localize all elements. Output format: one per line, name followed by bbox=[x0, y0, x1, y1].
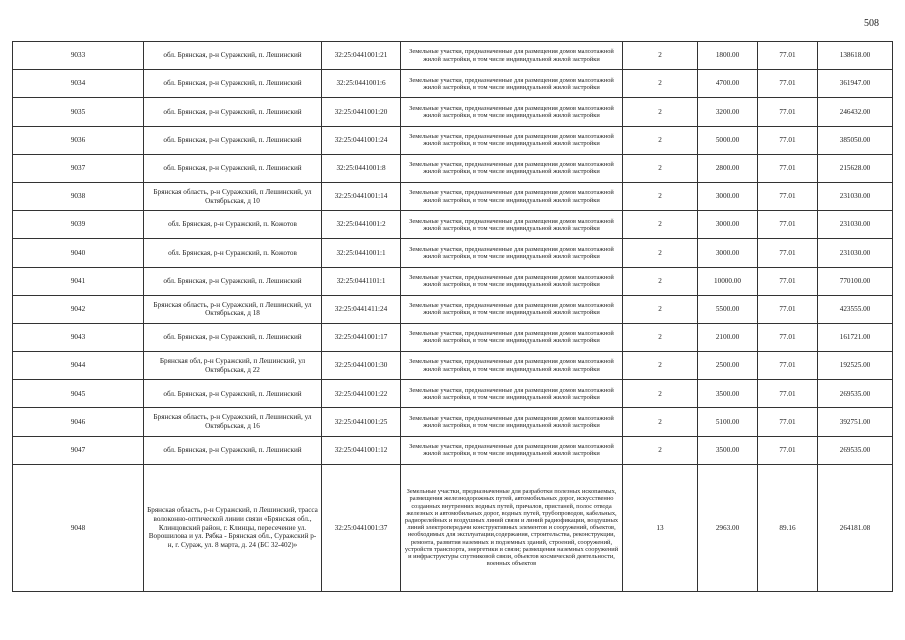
row-number-cell: 9044 bbox=[13, 352, 144, 380]
group-code-cell: 2 bbox=[623, 267, 698, 295]
row-number-cell: 9035 bbox=[13, 98, 144, 126]
table-row bbox=[13, 380, 893, 408]
group-code-cell: 2 bbox=[623, 154, 698, 182]
specific-value-cell: 77.01 bbox=[758, 267, 818, 295]
group-code-cell: 2 bbox=[623, 42, 698, 70]
group-code-cell: 2 bbox=[623, 380, 698, 408]
cadastral-number-cell: 32:25:0441001:1 bbox=[322, 239, 401, 267]
cadastral-value-table bbox=[12, 41, 893, 592]
row-number-cell: 9048 bbox=[13, 464, 144, 591]
permitted-use-cell: Земельные участки, предназначенные для размещения домов малоэтажной жилой застройки, в том числе индивидуальной жилой застройки bbox=[401, 408, 623, 436]
table-row bbox=[13, 98, 893, 126]
specific-value-cell: 77.01 bbox=[758, 295, 818, 323]
area-cell: 3000.00 bbox=[698, 182, 758, 210]
cadastral-value-cell: 231030.00 bbox=[818, 182, 893, 210]
specific-value-cell: 77.01 bbox=[758, 380, 818, 408]
table-row bbox=[13, 436, 893, 464]
specific-value-cell: 77.01 bbox=[758, 42, 818, 70]
area-cell: 3200.00 bbox=[698, 98, 758, 126]
specific-value-cell: 77.01 bbox=[758, 98, 818, 126]
table-row bbox=[13, 126, 893, 154]
row-number-cell: 9036 bbox=[13, 126, 144, 154]
area-cell: 2963.00 bbox=[698, 464, 758, 591]
cadastral-number-cell: 32:25:0441101:1 bbox=[322, 267, 401, 295]
area-cell: 3500.00 bbox=[698, 436, 758, 464]
area-cell: 2800.00 bbox=[698, 154, 758, 182]
specific-value-cell: 77.01 bbox=[758, 70, 818, 98]
permitted-use-cell: Земельные участки, предназначенные для размещения домов малоэтажной жилой застройки, в том числе индивидуальной жилой застройки bbox=[401, 70, 623, 98]
address-cell: обл. Брянская, р-н Суражский, п. Лешинский bbox=[144, 98, 322, 126]
row-number-cell: 9040 bbox=[13, 239, 144, 267]
cadastral-value-cell: 770100.00 bbox=[818, 267, 893, 295]
permitted-use-cell: Земельные участки, предназначенные для размещения домов малоэтажной жилой застройки, в том числе индивидуальной жилой застройки bbox=[401, 380, 623, 408]
address-cell: обл. Брянская, р-н Суражский, п. Лешинский bbox=[144, 267, 322, 295]
cadastral-number-cell: 32:25:0441001:2 bbox=[322, 211, 401, 239]
cadastral-value-cell: 192525.00 bbox=[818, 352, 893, 380]
cadastral-value-cell: 231030.00 bbox=[818, 239, 893, 267]
area-cell: 3500.00 bbox=[698, 380, 758, 408]
cadastral-value-cell: 385050.00 bbox=[818, 126, 893, 154]
cadastral-number-cell: 32:25:0441001:14 bbox=[322, 182, 401, 210]
cadastral-number-cell: 32:25:0441001:22 bbox=[322, 380, 401, 408]
cadastral-value-cell: 269535.00 bbox=[818, 380, 893, 408]
cadastral-number-cell: 32:25:0441001:6 bbox=[322, 70, 401, 98]
cadastral-number-cell: 32:25:0441001:12 bbox=[322, 436, 401, 464]
row-number-cell: 9038 bbox=[13, 182, 144, 210]
row-number-cell: 9043 bbox=[13, 323, 144, 351]
area-cell: 3000.00 bbox=[698, 239, 758, 267]
table-row bbox=[13, 182, 893, 210]
cadastral-value-cell: 138618.00 bbox=[818, 42, 893, 70]
specific-value-cell: 77.01 bbox=[758, 323, 818, 351]
cadastral-number-cell: 32:25:0441001:25 bbox=[322, 408, 401, 436]
address-cell: Брянская обл, р-н Суражский, п Лешинский, ул Октябрьская, д 22 bbox=[144, 352, 322, 380]
table-row bbox=[13, 267, 893, 295]
area-cell: 3000.00 bbox=[698, 211, 758, 239]
table-row bbox=[13, 352, 893, 380]
table-row bbox=[13, 42, 893, 70]
cadastral-value-cell: 246432.00 bbox=[818, 98, 893, 126]
cadastral-number-cell: 32:25:0441001:30 bbox=[322, 352, 401, 380]
row-number-cell: 9039 bbox=[13, 211, 144, 239]
row-number-cell: 9046 bbox=[13, 408, 144, 436]
group-code-cell: 2 bbox=[623, 352, 698, 380]
group-code-cell: 2 bbox=[623, 436, 698, 464]
permitted-use-cell: Земельные участки, предназначенные для размещения домов малоэтажной жилой застройки, в том числе индивидуальной жилой застройки bbox=[401, 239, 623, 267]
group-code-cell: 2 bbox=[623, 98, 698, 126]
group-code-cell: 2 bbox=[623, 295, 698, 323]
row-number-cell: 9047 bbox=[13, 436, 144, 464]
cadastral-number-cell: 32:25:0441411:24 bbox=[322, 295, 401, 323]
specific-value-cell: 77.01 bbox=[758, 408, 818, 436]
address-cell: Брянская область, р-н Суражский, п Лешинский, ул Октябрьская, д 10 bbox=[144, 182, 322, 210]
row-number-cell: 9042 bbox=[13, 295, 144, 323]
permitted-use-cell: Земельные участки, предназначенные для размещения домов малоэтажной жилой застройки, в том числе индивидуальной жилой застройки bbox=[401, 267, 623, 295]
specific-value-cell: 77.01 bbox=[758, 211, 818, 239]
permitted-use-cell: Земельные участки, предназначенные для размещения домов малоэтажной жилой застройки, в том числе индивидуальной жилой застройки bbox=[401, 42, 623, 70]
group-code-cell: 13 bbox=[623, 464, 698, 591]
area-cell: 5100.00 bbox=[698, 408, 758, 436]
area-cell: 2500.00 bbox=[698, 352, 758, 380]
table-row bbox=[13, 239, 893, 267]
cadastral-number-cell: 32:25:0441001:17 bbox=[322, 323, 401, 351]
table-row bbox=[13, 295, 893, 323]
address-cell: Брянская область, р-н Суражский, п Лешинский, трасса волоконно-оптической линии связи «Брянская обл., Клинцовский район, г. Клинцы, пересечение ул. Ворошилова и ул. Рябка - Брянская обл., Суражский р-н, г. Сураж, ул. 8 марта, д. 24 (БС 32-402)» bbox=[144, 464, 322, 591]
row-number-cell: 9037 bbox=[13, 154, 144, 182]
specific-value-cell: 89.16 bbox=[758, 464, 818, 591]
group-code-cell: 2 bbox=[623, 211, 698, 239]
address-cell: обл. Брянская, р-н Суражский, п. Лешинский bbox=[144, 70, 322, 98]
permitted-use-cell: Земельные участки, предназначенные для размещения домов малоэтажной жилой застройки, в том числе индивидуальной жилой застройки bbox=[401, 436, 623, 464]
address-cell: Брянская область, р-н Суражский, п Лешинский, ул Октябрьская, д 18 bbox=[144, 295, 322, 323]
cadastral-value-cell: 231030.00 bbox=[818, 211, 893, 239]
group-code-cell: 2 bbox=[623, 182, 698, 210]
row-number-cell: 9041 bbox=[13, 267, 144, 295]
cadastral-number-cell: 32:25:0441001:37 bbox=[322, 464, 401, 591]
permitted-use-cell: Земельные участки, предназначенные для размещения домов малоэтажной жилой застройки, в том числе индивидуальной жилой застройки bbox=[401, 182, 623, 210]
table-row bbox=[13, 408, 893, 436]
address-cell: обл. Брянская, р-н Суражский, п. Кожотов bbox=[144, 211, 322, 239]
permitted-use-cell: Земельные участки, предназначенные для разработки полезных ископаемых, размещения железнодорожных путей, автомобильных дорог, искусственно созданных внутренних водных путей, причалов, пристаней, полос отвода железных и автомобильных дорог, водных путей, трубопроводов, кабельных, радиорелейных и воздушных линий связи и линий радиофикации, воздушных линий электропередачи конструктивных элементов и сооружений, объектов, необходимых для эксплуатации,содержания, строительства, реконструкции, ремонта, развития наземных и подземных зданий, строений, сооружений, устройств транспорта, энергетики и связи; размещения наземных сооружений и инфраструктуры спутниковой связи, объектов космической деятельности, военных объектов bbox=[401, 464, 623, 591]
specific-value-cell: 77.01 bbox=[758, 436, 818, 464]
address-cell: обл. Брянская, р-н Суражский, п. Лешинский bbox=[144, 42, 322, 70]
area-cell: 10000.00 bbox=[698, 267, 758, 295]
group-code-cell: 2 bbox=[623, 70, 698, 98]
permitted-use-cell: Земельные участки, предназначенные для размещения домов малоэтажной жилой застройки, в том числе индивидуальной жилой застройки bbox=[401, 98, 623, 126]
permitted-use-cell: Земельные участки, предназначенные для размещения домов малоэтажной жилой застройки, в том числе индивидуальной жилой застройки bbox=[401, 126, 623, 154]
cadastral-number-cell: 32:25:0441001:8 bbox=[322, 154, 401, 182]
address-cell: обл. Брянская, р-н Суражский, п. Лешинский bbox=[144, 154, 322, 182]
row-number-cell: 9033 bbox=[13, 42, 144, 70]
cadastral-value-cell: 269535.00 bbox=[818, 436, 893, 464]
group-code-cell: 2 bbox=[623, 408, 698, 436]
specific-value-cell: 77.01 bbox=[758, 352, 818, 380]
table-body bbox=[13, 42, 893, 592]
cadastral-number-cell: 32:25:0441001:20 bbox=[322, 98, 401, 126]
table-row bbox=[13, 323, 893, 351]
address-cell: обл. Брянская, р-н Суражский, п. Лешинский bbox=[144, 380, 322, 408]
cadastral-value-cell: 264181.08 bbox=[818, 464, 893, 591]
group-code-cell: 2 bbox=[623, 126, 698, 154]
cadastral-number-cell: 32:25:0441001:21 bbox=[322, 42, 401, 70]
permitted-use-cell: Земельные участки, предназначенные для размещения домов малоэтажной жилой застройки, в том числе индивидуальной жилой застройки bbox=[401, 352, 623, 380]
cadastral-value-cell: 215628.00 bbox=[818, 154, 893, 182]
row-number-cell: 9034 bbox=[13, 70, 144, 98]
cadastral-value-cell: 392751.00 bbox=[818, 408, 893, 436]
cadastral-number-cell: 32:25:0441001:24 bbox=[322, 126, 401, 154]
table-row bbox=[13, 70, 893, 98]
table-row bbox=[13, 154, 893, 182]
address-cell: обл. Брянская, р-н Суражский, п. Лешинский bbox=[144, 126, 322, 154]
permitted-use-cell: Земельные участки, предназначенные для размещения домов малоэтажной жилой застройки, в том числе индивидуальной жилой застройки bbox=[401, 211, 623, 239]
permitted-use-cell: Земельные участки, предназначенные для размещения домов малоэтажной жилой застройки, в том числе индивидуальной жилой застройки bbox=[401, 154, 623, 182]
group-code-cell: 2 bbox=[623, 239, 698, 267]
address-cell: Брянская область, р-н Суражский, п Лешинский, ул Октябрьская, д 16 bbox=[144, 408, 322, 436]
specific-value-cell: 77.01 bbox=[758, 154, 818, 182]
specific-value-cell: 77.01 bbox=[758, 239, 818, 267]
area-cell: 4700.00 bbox=[698, 70, 758, 98]
area-cell: 5000.00 bbox=[698, 126, 758, 154]
cadastral-value-cell: 361947.00 bbox=[818, 70, 893, 98]
row-number-cell: 9045 bbox=[13, 380, 144, 408]
permitted-use-cell: Земельные участки, предназначенные для размещения домов малоэтажной жилой застройки, в том числе индивидуальной жилой застройки bbox=[401, 323, 623, 351]
table-row bbox=[13, 211, 893, 239]
specific-value-cell: 77.01 bbox=[758, 126, 818, 154]
area-cell: 1800.00 bbox=[698, 42, 758, 70]
group-code-cell: 2 bbox=[623, 323, 698, 351]
page-number: 508 bbox=[864, 18, 879, 29]
address-cell: обл. Брянская, р-н Суражский, п. Лешинский bbox=[144, 436, 322, 464]
cadastral-value-cell: 423555.00 bbox=[818, 295, 893, 323]
specific-value-cell: 77.01 bbox=[758, 182, 818, 210]
permitted-use-cell: Земельные участки, предназначенные для размещения домов малоэтажной жилой застройки, в том числе индивидуальной жилой застройки bbox=[401, 295, 623, 323]
area-cell: 5500.00 bbox=[698, 295, 758, 323]
address-cell: обл. Брянская, р-н Суражский, п. Лешинский bbox=[144, 323, 322, 351]
area-cell: 2100.00 bbox=[698, 323, 758, 351]
cadastral-value-cell: 161721.00 bbox=[818, 323, 893, 351]
address-cell: обл. Брянская, р-н Суражский, п. Кожотов bbox=[144, 239, 322, 267]
table-row bbox=[13, 464, 893, 591]
